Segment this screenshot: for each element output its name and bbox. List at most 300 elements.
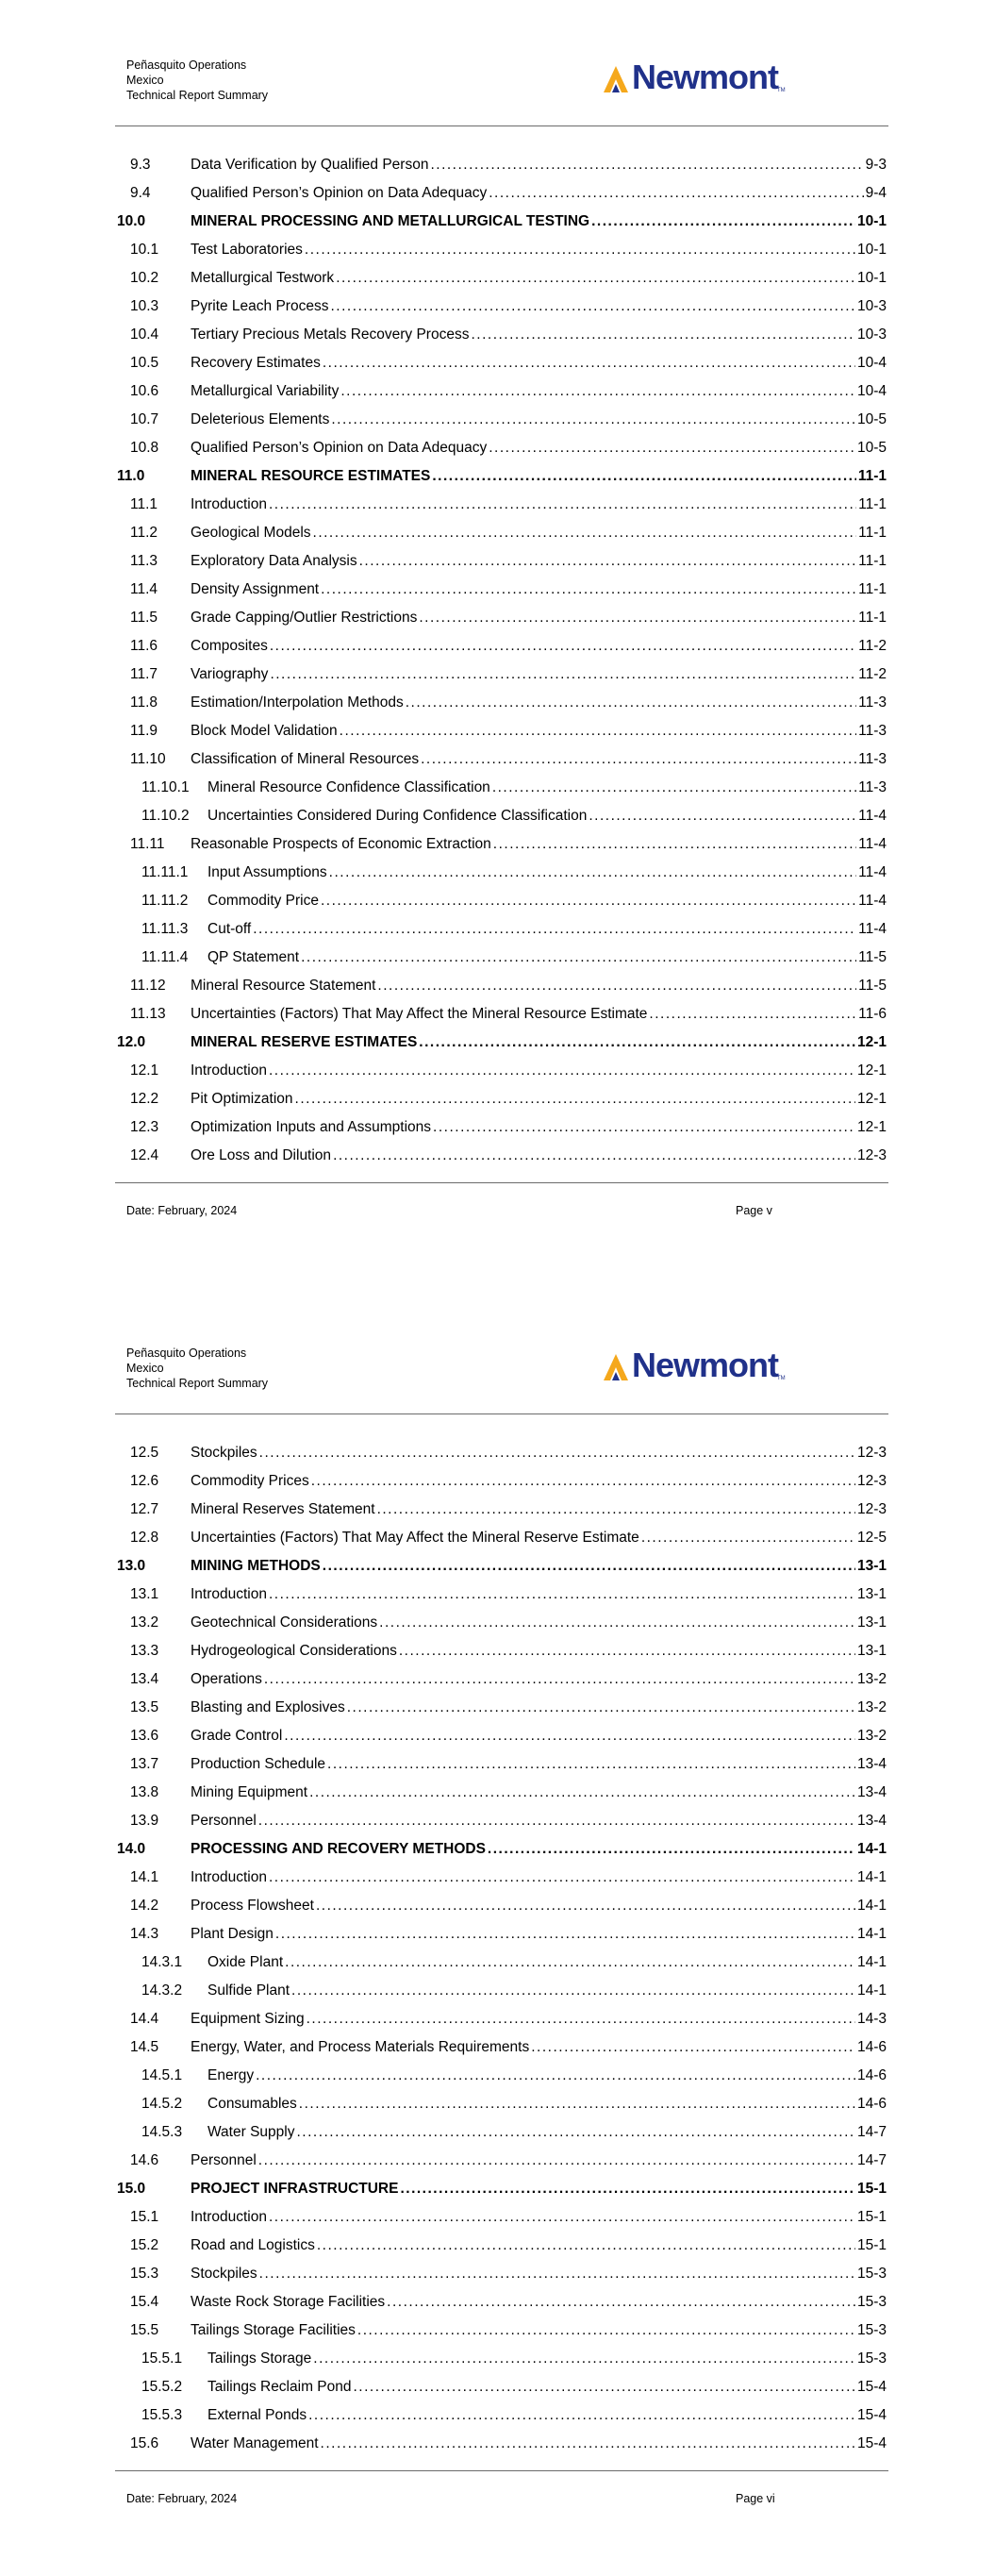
toc-entry-page: 15-4 (856, 2407, 887, 2423)
header-country: Mexico (126, 74, 164, 87)
toc-entry-title: MINERAL PROCESSING AND METALLURGICAL TESTING (191, 208, 591, 236)
toc-entry-number: 14.2 (130, 1898, 159, 1914)
toc-dot-leader (493, 830, 856, 859)
toc-entry-number: 10.3 (130, 298, 159, 314)
toc-entry[interactable] (117, 2090, 887, 2118)
toc-dot-leader (387, 2288, 855, 2317)
toc-entry-title: Exploratory Data Analysis (191, 547, 359, 576)
toc-entry-title: PROJECT INFRASTRUCTURE (191, 2175, 400, 2203)
toc-dot-leader (354, 2373, 855, 2401)
toc-entry-title: Test Laboratories (191, 236, 305, 264)
toc-entry-page: 14-1 (856, 1869, 887, 1885)
toc-dot-leader (323, 1552, 855, 1581)
toc-dot-leader (323, 349, 855, 377)
toc-entry[interactable] (117, 2373, 887, 2401)
toc-entry[interactable] (117, 264, 887, 293)
toc-entry-number: 14.0 (117, 1841, 146, 1857)
toc-dot-leader (321, 887, 856, 915)
toc-entry-number: 11.1 (130, 496, 158, 512)
toc-dot-leader (649, 1000, 856, 1029)
toc-entry-page: 12-3 (856, 1501, 887, 1517)
toc-entry-title: Water Supply (207, 2118, 296, 2147)
toc-entry-page: 14-7 (856, 2124, 887, 2140)
toc-entry-number: 12.5 (130, 1445, 159, 1461)
toc-entry-number: 13.0 (117, 1558, 146, 1574)
header-country: Mexico (126, 1362, 164, 1375)
toc-entry-page: 14-1 (856, 1982, 887, 1999)
toc-entry-title: Introduction (191, 1057, 269, 1085)
toc-entry-title: Deleterious Elements (191, 406, 331, 434)
toc-dot-leader (259, 2260, 855, 2288)
toc-dot-leader (340, 717, 856, 745)
toc-entry[interactable] (117, 944, 887, 972)
toc-entry-number: 12.8 (130, 1530, 159, 1546)
toc-entry-title: Introduction (191, 1581, 269, 1609)
toc-entry[interactable] (117, 717, 887, 745)
report-header (126, 1346, 268, 1391)
document-page (0, 1288, 995, 2576)
toc-entry-number: 11.11.4 (141, 949, 189, 965)
toc-entry-page: 10-5 (856, 411, 887, 427)
toc-dot-leader (333, 1142, 855, 1170)
toc-entry[interactable] (117, 1807, 887, 1835)
toc-entry-number: 10.7 (130, 411, 159, 427)
toc-entry-page: 9-4 (865, 185, 887, 201)
header-operation: Peñasquito Operations (126, 1347, 247, 1360)
toc-entry-title: Personnel (191, 1807, 258, 1835)
toc-entry[interactable] (117, 236, 887, 264)
toc-entry-number: 11.12 (130, 978, 166, 994)
toc-dot-leader (531, 2033, 855, 2062)
toc-entry-page: 13-2 (856, 1728, 887, 1744)
toc-entry-page: 12-1 (856, 1091, 887, 1107)
toc-entry-title: Stockpiles (191, 1439, 259, 1467)
toc-entry[interactable] (117, 972, 887, 1000)
header-operation: Peñasquito Operations (126, 59, 247, 72)
toc-entry-page: 11-4 (858, 864, 887, 880)
toc-dot-leader (433, 1113, 855, 1142)
toc-entry[interactable] (117, 462, 887, 491)
toc-entry[interactable] (117, 802, 887, 830)
toc-dot-leader (311, 1467, 855, 1496)
toc-entry-title: Data Verification by Qualified Person (191, 151, 430, 179)
toc-entry[interactable] (117, 349, 887, 377)
toc-entry[interactable] (117, 1722, 887, 1750)
toc-dot-leader (357, 2317, 855, 2345)
toc-entry-page: 11-4 (858, 836, 887, 852)
toc-entry[interactable] (117, 1665, 887, 1694)
toc-dot-leader (471, 321, 855, 349)
toc-entry-page: 13-4 (856, 1784, 887, 1800)
toc-entry-title: Introduction (191, 491, 269, 519)
toc-entry-title: Pit Optimization (191, 1085, 295, 1113)
toc-entry[interactable] (117, 179, 887, 208)
toc-dot-leader (269, 1057, 855, 1085)
toc-dot-leader (329, 859, 856, 887)
toc-entry-page: 15-1 (856, 2237, 887, 2253)
toc-dot-leader (321, 2430, 855, 2458)
toc-entry[interactable] (117, 774, 887, 802)
toc-entry-page: 11-2 (858, 638, 887, 654)
toc-entry-title: Commodity Prices (191, 1467, 311, 1496)
toc-entry[interactable] (117, 1694, 887, 1722)
toc-entry-page: 14-6 (856, 2039, 887, 2055)
toc-entry[interactable] (117, 1637, 887, 1665)
toc-entry-page: 11-3 (858, 751, 887, 767)
toc-entry-number: 12.0 (117, 1034, 146, 1050)
toc-entry[interactable] (117, 2260, 887, 2288)
header-divider (115, 1413, 888, 1414)
toc-entry[interactable] (117, 1977, 887, 2005)
toc-entry-title: Blasting and Explosives (191, 1694, 347, 1722)
toc-entry[interactable] (117, 576, 887, 604)
toc-dot-leader (258, 2147, 855, 2175)
toc-dot-leader (327, 1750, 855, 1779)
toc-entry[interactable] (117, 2118, 887, 2147)
toc-dot-leader (317, 2232, 855, 2260)
logo-wordmark: Newmont (632, 58, 778, 96)
toc-entry[interactable] (117, 1439, 887, 1467)
toc-entry[interactable] (117, 1750, 887, 1779)
toc-entry-page: 11-3 (858, 779, 887, 795)
toc-dot-leader (400, 2175, 855, 2203)
toc-entry-page: 10-3 (856, 326, 887, 343)
toc-entry-number: 14.5 (130, 2039, 159, 2055)
toc-entry-number: 11.4 (130, 581, 158, 597)
toc-dot-leader (269, 1864, 855, 1892)
toc-entry[interactable] (117, 1581, 887, 1609)
toc-entry[interactable] (117, 406, 887, 434)
toc-entry[interactable] (117, 1142, 887, 1170)
toc-entry[interactable] (117, 491, 887, 519)
toc-entry-page: 11-1 (857, 468, 887, 484)
toc-entry[interactable] (117, 1779, 887, 1807)
toc-dot-leader (379, 1609, 855, 1637)
toc-entry-title: Consumables (207, 2090, 299, 2118)
toc-entry-number: 14.3.2 (141, 1982, 183, 1999)
toc-entry[interactable] (117, 915, 887, 944)
toc-entry-title: Tailings Storage (207, 2345, 313, 2373)
toc-entry-title: Stockpiles (191, 2260, 259, 2288)
toc-entry[interactable] (117, 604, 887, 632)
toc-entry[interactable] (117, 859, 887, 887)
toc-entry[interactable] (117, 1949, 887, 1977)
toc-dot-leader (270, 661, 856, 689)
toc-entry-title: Process Flowsheet (191, 1892, 316, 1920)
toc-entry-number: 15.5.1 (141, 2350, 183, 2367)
toc-entry-title: Plant Design (191, 1920, 275, 1949)
toc-entry[interactable] (117, 1496, 887, 1524)
toc-entry-number: 15.0 (117, 2181, 146, 2197)
toc-dot-leader (285, 1949, 855, 1977)
toc-entry[interactable] (117, 661, 887, 689)
toc-entry[interactable] (117, 1552, 887, 1581)
toc-entry-page: 10-1 (856, 242, 887, 258)
toc-entry-title: MINERAL RESERVE ESTIMATES (191, 1029, 419, 1057)
toc-dot-leader (269, 1581, 855, 1609)
toc-entry[interactable] (117, 2288, 887, 2317)
toc-entry-number: 12.4 (130, 1147, 159, 1163)
toc-entry-number: 10.6 (130, 383, 159, 399)
toc-dot-leader (253, 915, 856, 944)
toc-dot-leader (295, 1085, 855, 1113)
toc-entry-title: Reasonable Prospects of Economic Extraction (191, 830, 493, 859)
toc-entry-page: 12-5 (856, 1530, 887, 1546)
toc-entry-title: Block Model Validation (191, 717, 340, 745)
toc-dot-leader (589, 802, 856, 830)
toc-entry-page: 10-3 (856, 298, 887, 314)
toc-entry-number: 13.6 (130, 1728, 159, 1744)
toc-entry-number: 15.5.2 (141, 2379, 183, 2395)
toc-entry-title: Energy (207, 2062, 256, 2090)
toc-entry[interactable] (117, 2033, 887, 2062)
toc-dot-leader (419, 604, 856, 632)
toc-entry-page: 13-1 (856, 1643, 887, 1659)
table-of-contents (117, 151, 887, 1170)
toc-entry[interactable] (117, 1085, 887, 1113)
toc-dot-leader (269, 491, 856, 519)
toc-entry-title: Uncertainties Considered During Confidence Classification (207, 802, 589, 830)
toc-dot-leader (330, 293, 855, 321)
toc-entry[interactable] (117, 632, 887, 661)
toc-entry-number: 11.11 (130, 836, 165, 852)
logo-trademark: TM (777, 1376, 786, 1381)
toc-entry[interactable] (117, 377, 887, 406)
toc-entry-page: 13-4 (856, 1813, 887, 1829)
toc-entry[interactable] (117, 689, 887, 717)
toc-entry-title: Uncertainties (Factors) That May Affect the Mineral Resource Estimate (191, 1000, 649, 1029)
toc-dot-leader (591, 208, 855, 236)
toc-entry[interactable] (117, 2232, 887, 2260)
toc-entry[interactable] (117, 208, 887, 236)
toc-entry-page: 15-1 (856, 2181, 887, 2197)
toc-entry[interactable] (117, 830, 887, 859)
toc-entry-number: 11.11.2 (141, 893, 189, 909)
toc-entry-title: Ore Loss and Dilution (191, 1142, 333, 1170)
header-report-type: Technical Report Summary (126, 1377, 269, 1390)
toc-entry-number: 11.0 (117, 468, 145, 484)
toc-entry-title: Commodity Price (207, 887, 321, 915)
toc-entry-title: Road and Logistics (191, 2232, 317, 2260)
toc-entry[interactable] (117, 1609, 887, 1637)
toc-entry-number: 11.11.1 (141, 864, 189, 880)
toc-entry-number: 13.4 (130, 1671, 159, 1687)
toc-entry-title: Tailings Reclaim Pond (207, 2373, 354, 2401)
toc-entry[interactable] (117, 1892, 887, 1920)
toc-entry-page: 12-1 (856, 1062, 887, 1079)
toc-dot-leader (269, 2203, 855, 2232)
toc-dot-leader (264, 1665, 855, 1694)
toc-entry-title: Mineral Resource Confidence Classification (207, 774, 492, 802)
toc-dot-leader (377, 1496, 855, 1524)
toc-entry-page: 15-3 (856, 2322, 887, 2338)
toc-entry[interactable] (117, 519, 887, 547)
toc-entry[interactable] (117, 1524, 887, 1552)
footer-page-number: Page v (736, 1204, 772, 1217)
toc-entry-title: Production Schedule (191, 1750, 327, 1779)
toc-entry-title: Pyrite Leach Process (191, 293, 330, 321)
toc-entry-page: 15-3 (856, 2350, 887, 2367)
toc-entry-number: 10.1 (130, 242, 159, 258)
toc-entry-title: Energy, Water, and Process Materials Requirements (191, 2033, 531, 2062)
toc-entry-title: Metallurgical Variability (191, 377, 340, 406)
toc-entry-title: Water Management (191, 2430, 321, 2458)
toc-entry-number: 13.3 (130, 1643, 159, 1659)
toc-dot-leader (488, 1835, 855, 1864)
toc-entry-number: 11.13 (130, 1006, 166, 1022)
toc-entry-title: Grade Control (191, 1722, 284, 1750)
toc-entry-page: 12-3 (856, 1445, 887, 1461)
toc-entry-number: 15.2 (130, 2237, 159, 2253)
toc-entry-number: 11.11.3 (141, 921, 189, 937)
toc-entry-title: Cut-off (207, 915, 253, 944)
toc-entry-title: Waste Rock Storage Facilities (191, 2288, 387, 2317)
toc-entry-title: MINING METHODS (191, 1552, 323, 1581)
toc-entry[interactable] (117, 2401, 887, 2430)
toc-entry-number: 11.9 (130, 723, 158, 739)
toc-entry-page: 15-1 (856, 2209, 887, 2225)
toc-dot-leader (309, 1779, 855, 1807)
toc-entry-page: 14-1 (856, 1898, 887, 1914)
toc-entry-number: 12.2 (130, 1091, 159, 1107)
toc-entry-page: 11-5 (858, 949, 887, 965)
toc-dot-leader (377, 972, 856, 1000)
toc-entry[interactable] (117, 2005, 887, 2033)
toc-entry-title: Grade Capping/Outlier Restrictions (191, 604, 419, 632)
toc-entry-number: 13.7 (130, 1756, 159, 1772)
toc-entry[interactable] (117, 1835, 887, 1864)
toc-entry-number: 11.8 (130, 694, 158, 711)
toc-entry[interactable] (117, 1920, 887, 1949)
toc-dot-leader (489, 179, 863, 208)
toc-entry-page: 12-3 (856, 1147, 887, 1163)
toc-entry[interactable] (117, 2062, 887, 2090)
toc-entry-page: 11-6 (858, 1006, 887, 1022)
toc-entry-number: 13.5 (130, 1699, 159, 1715)
toc-entry-title: Optimization Inputs and Assumptions (191, 1113, 433, 1142)
toc-dot-leader (432, 462, 855, 491)
toc-entry-title: Qualified Person’s Opinion on Data Adequacy (191, 434, 489, 462)
toc-dot-leader (256, 2062, 855, 2090)
toc-entry-number: 11.6 (130, 638, 158, 654)
toc-entry[interactable] (117, 1000, 887, 1029)
toc-entry-title: Variography (191, 661, 270, 689)
toc-dot-leader (305, 236, 855, 264)
toc-dot-leader (321, 576, 856, 604)
toc-entry[interactable] (117, 1029, 887, 1057)
toc-entry-page: 11-4 (858, 808, 887, 824)
toc-entry[interactable] (117, 1467, 887, 1496)
toc-entry-title: Geotechnical Considerations (191, 1609, 379, 1637)
toc-entry-title: Hydrogeological Considerations (191, 1637, 399, 1665)
toc-entry-number: 15.5 (130, 2322, 159, 2338)
toc-entry[interactable] (117, 434, 887, 462)
toc-entry-page: 12-1 (856, 1119, 887, 1135)
toc-entry-number: 13.1 (130, 1586, 159, 1602)
toc-entry-title: Tailings Storage Facilities (191, 2317, 357, 2345)
footer-page-number: Page vi (736, 2492, 775, 2505)
toc-entry-title: Equipment Sizing (191, 2005, 307, 2033)
toc-entry[interactable] (117, 1864, 887, 1892)
toc-entry-number: 13.2 (130, 1614, 159, 1631)
toc-entry-title: Operations (191, 1665, 264, 1694)
toc-entry-number: 12.3 (130, 1119, 159, 1135)
toc-dot-leader (340, 377, 855, 406)
toc-entry[interactable] (117, 2147, 887, 2175)
toc-entry-page: 11-1 (858, 581, 887, 597)
toc-dot-leader (313, 2345, 855, 2373)
toc-entry-number: 9.4 (130, 185, 151, 201)
toc-entry-page: 14-6 (856, 2067, 887, 2083)
toc-entry-title: External Ponds (207, 2401, 308, 2430)
toc-entry-number: 14.1 (130, 1869, 159, 1885)
table-of-contents (117, 1439, 887, 2458)
toc-entry-page: 14-1 (856, 1954, 887, 1970)
toc-entry[interactable] (117, 745, 887, 774)
toc-entry-page: 10-4 (856, 355, 887, 371)
toc-entry-page: 12-3 (856, 1473, 887, 1489)
toc-entry-title: Metallurgical Testwork (191, 264, 336, 293)
toc-entry-title: Uncertainties (Factors) That May Affect the Mineral Reserve Estimate (191, 1524, 641, 1552)
toc-dot-leader (347, 1694, 855, 1722)
toc-entry-number: 15.6 (130, 2435, 159, 2451)
toc-entry-page: 10-5 (856, 440, 887, 456)
toc-entry-title: Mineral Resource Statement (191, 972, 377, 1000)
toc-dot-leader (406, 689, 856, 717)
toc-entry-title: Composites (191, 632, 270, 661)
toc-dot-leader (419, 1029, 855, 1057)
toc-entry-page: 14-7 (856, 2152, 887, 2168)
toc-dot-leader (359, 547, 857, 576)
toc-entry[interactable] (117, 2203, 887, 2232)
toc-entry[interactable] (117, 151, 887, 179)
toc-entry-number: 10.4 (130, 326, 159, 343)
toc-dot-leader (421, 745, 856, 774)
toc-entry[interactable] (117, 2430, 887, 2458)
toc-entry-title: Classification of Mineral Resources (191, 745, 421, 774)
toc-dot-leader (307, 2005, 855, 2033)
toc-entry[interactable] (117, 2317, 887, 2345)
toc-entry-page: 15-3 (856, 2294, 887, 2310)
logo-wordmark: Newmont (632, 1346, 778, 1384)
toc-entry-page: 14-3 (856, 2011, 887, 2027)
toc-entry[interactable] (117, 887, 887, 915)
toc-entry-number: 15.3 (130, 2266, 159, 2282)
toc-entry-number: 10.2 (130, 270, 159, 286)
toc-entry-page: 9-3 (865, 157, 887, 173)
toc-entry-number: 15.5.3 (141, 2407, 183, 2423)
toc-entry[interactable] (117, 547, 887, 576)
toc-entry[interactable] (117, 2345, 887, 2373)
toc-entry-number: 14.3 (130, 1926, 159, 1942)
toc-entry-number: 11.3 (130, 553, 158, 569)
toc-entry-number: 14.5.1 (141, 2067, 183, 2083)
toc-dot-leader (641, 1524, 855, 1552)
toc-entry[interactable] (117, 1113, 887, 1142)
toc-entry-title: Input Assumptions (207, 859, 329, 887)
toc-entry[interactable] (117, 1057, 887, 1085)
toc-entry-number: 14.6 (130, 2152, 159, 2168)
toc-entry-title: Mineral Reserves Statement (191, 1496, 377, 1524)
toc-entry-page: 11-5 (858, 978, 887, 994)
toc-entry[interactable] (117, 293, 887, 321)
toc-dot-leader (331, 406, 855, 434)
toc-entry-number: 11.10 (130, 751, 166, 767)
header-report-type: Technical Report Summary (126, 89, 269, 102)
toc-entry[interactable] (117, 2175, 887, 2203)
toc-entry-number: 11.7 (130, 666, 158, 682)
toc-entry[interactable] (117, 321, 887, 349)
